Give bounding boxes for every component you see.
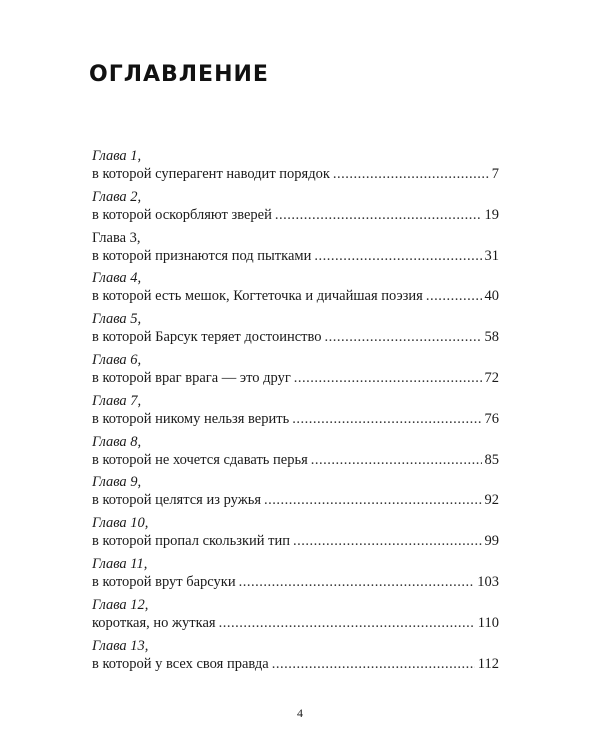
dot-leader xyxy=(311,451,482,469)
chapter-line xyxy=(92,532,499,550)
toc-entry xyxy=(92,597,499,638)
toc-entry xyxy=(92,556,499,597)
page-number: 31 xyxy=(484,247,499,264)
chapter-line xyxy=(92,573,499,591)
page-number: 7 xyxy=(491,166,499,182)
chapter-label: Глава 4, xyxy=(92,270,142,287)
chapter-title: в которой Барсук теряет достоинство xyxy=(92,329,322,346)
chapter-label: Глава 13, xyxy=(92,637,149,654)
chapter-label: Глава 7, xyxy=(92,392,142,409)
chapter-title: в которой суперагент наводит порядок xyxy=(92,166,330,182)
page-number: 40 xyxy=(484,288,499,305)
page-number: 103 xyxy=(477,573,499,590)
dot-leader xyxy=(293,532,482,550)
chapter-line xyxy=(92,451,499,469)
chapter-line xyxy=(92,655,499,673)
chapter-label: Глава 8, xyxy=(92,433,142,450)
chapter-label: Глава 12, xyxy=(92,596,149,613)
chapter-title: в которой не хочется сдавать перья xyxy=(92,451,308,468)
chapter-line xyxy=(92,328,499,346)
dot-leader xyxy=(426,287,482,305)
dot-leader xyxy=(219,614,475,632)
chapter-title: короткая, но жуткая xyxy=(92,614,216,631)
dot-leader xyxy=(275,206,482,224)
page-number: 112 xyxy=(477,655,499,672)
chapter-line xyxy=(92,247,499,265)
toc-entry xyxy=(92,434,499,475)
chapter-line xyxy=(92,165,499,183)
chapter-title: в которой врут барсуки xyxy=(92,573,236,590)
toc-entry xyxy=(92,638,499,679)
chapter-line xyxy=(92,369,499,387)
dot-leader xyxy=(272,655,475,673)
chapter-label: Глава 1, xyxy=(92,148,142,164)
chapter-title: в которой есть мешок, Когтеточка и дичайшая поэзия xyxy=(92,288,423,305)
page-number: 58 xyxy=(484,329,499,346)
chapter-title: в которой оскорбляют зверей xyxy=(92,206,272,223)
chapter-line xyxy=(92,491,499,509)
page-number: 76 xyxy=(484,410,499,427)
toc-entry xyxy=(92,515,499,556)
toc-entry xyxy=(92,474,499,515)
toc-entry xyxy=(92,189,499,230)
dot-leader xyxy=(294,369,482,387)
toc-entry xyxy=(92,393,499,434)
dot-leader xyxy=(325,328,482,346)
page-number: 72 xyxy=(484,369,499,386)
chapter-title: в которой никому нельзя верить xyxy=(92,410,290,427)
dot-leader xyxy=(264,491,482,509)
chapter-title: в которой признаются под пытками xyxy=(92,247,312,264)
page-number: 110 xyxy=(477,614,499,631)
dot-leader xyxy=(333,165,489,183)
chapter-title: в которой пропал скользкий тип xyxy=(92,533,290,550)
chapter-line xyxy=(92,410,499,428)
chapter-title: в которой у всех своя правда xyxy=(92,655,269,672)
chapter-line xyxy=(92,206,499,224)
toc-entry xyxy=(92,230,499,271)
table-of-contents xyxy=(92,148,499,678)
dot-leader xyxy=(239,573,475,591)
chapter-label: Глава 10, xyxy=(92,515,149,532)
chapter-title: в которой враг врага — это друг xyxy=(92,369,291,386)
chapter-label: Глава 9, xyxy=(92,474,142,491)
chapter-label: Глава 6, xyxy=(92,351,142,368)
chapter-label: Глава 5, xyxy=(92,311,142,328)
chapter-label: Глава 3, xyxy=(92,229,141,246)
toc-entry xyxy=(92,148,499,189)
chapter-title: в которой целятся из ружья xyxy=(92,492,261,509)
chapter-label: Глава 11, xyxy=(92,555,148,572)
page-number: 99 xyxy=(484,533,499,550)
chapter-label: Глава 2, xyxy=(92,188,142,205)
chapter-line xyxy=(92,614,499,632)
page-number: 85 xyxy=(484,451,499,468)
page-number: 92 xyxy=(484,492,499,509)
toc-entry xyxy=(92,270,499,311)
page-number: 19 xyxy=(484,206,499,223)
dot-leader xyxy=(314,247,481,265)
page-folio: 4 xyxy=(297,706,303,720)
page-title: ОГЛАВЛЕНИЕ xyxy=(89,62,269,87)
dot-leader xyxy=(292,410,481,428)
chapter-line xyxy=(92,287,499,305)
toc-entry xyxy=(92,311,499,352)
toc-entry xyxy=(92,352,499,393)
